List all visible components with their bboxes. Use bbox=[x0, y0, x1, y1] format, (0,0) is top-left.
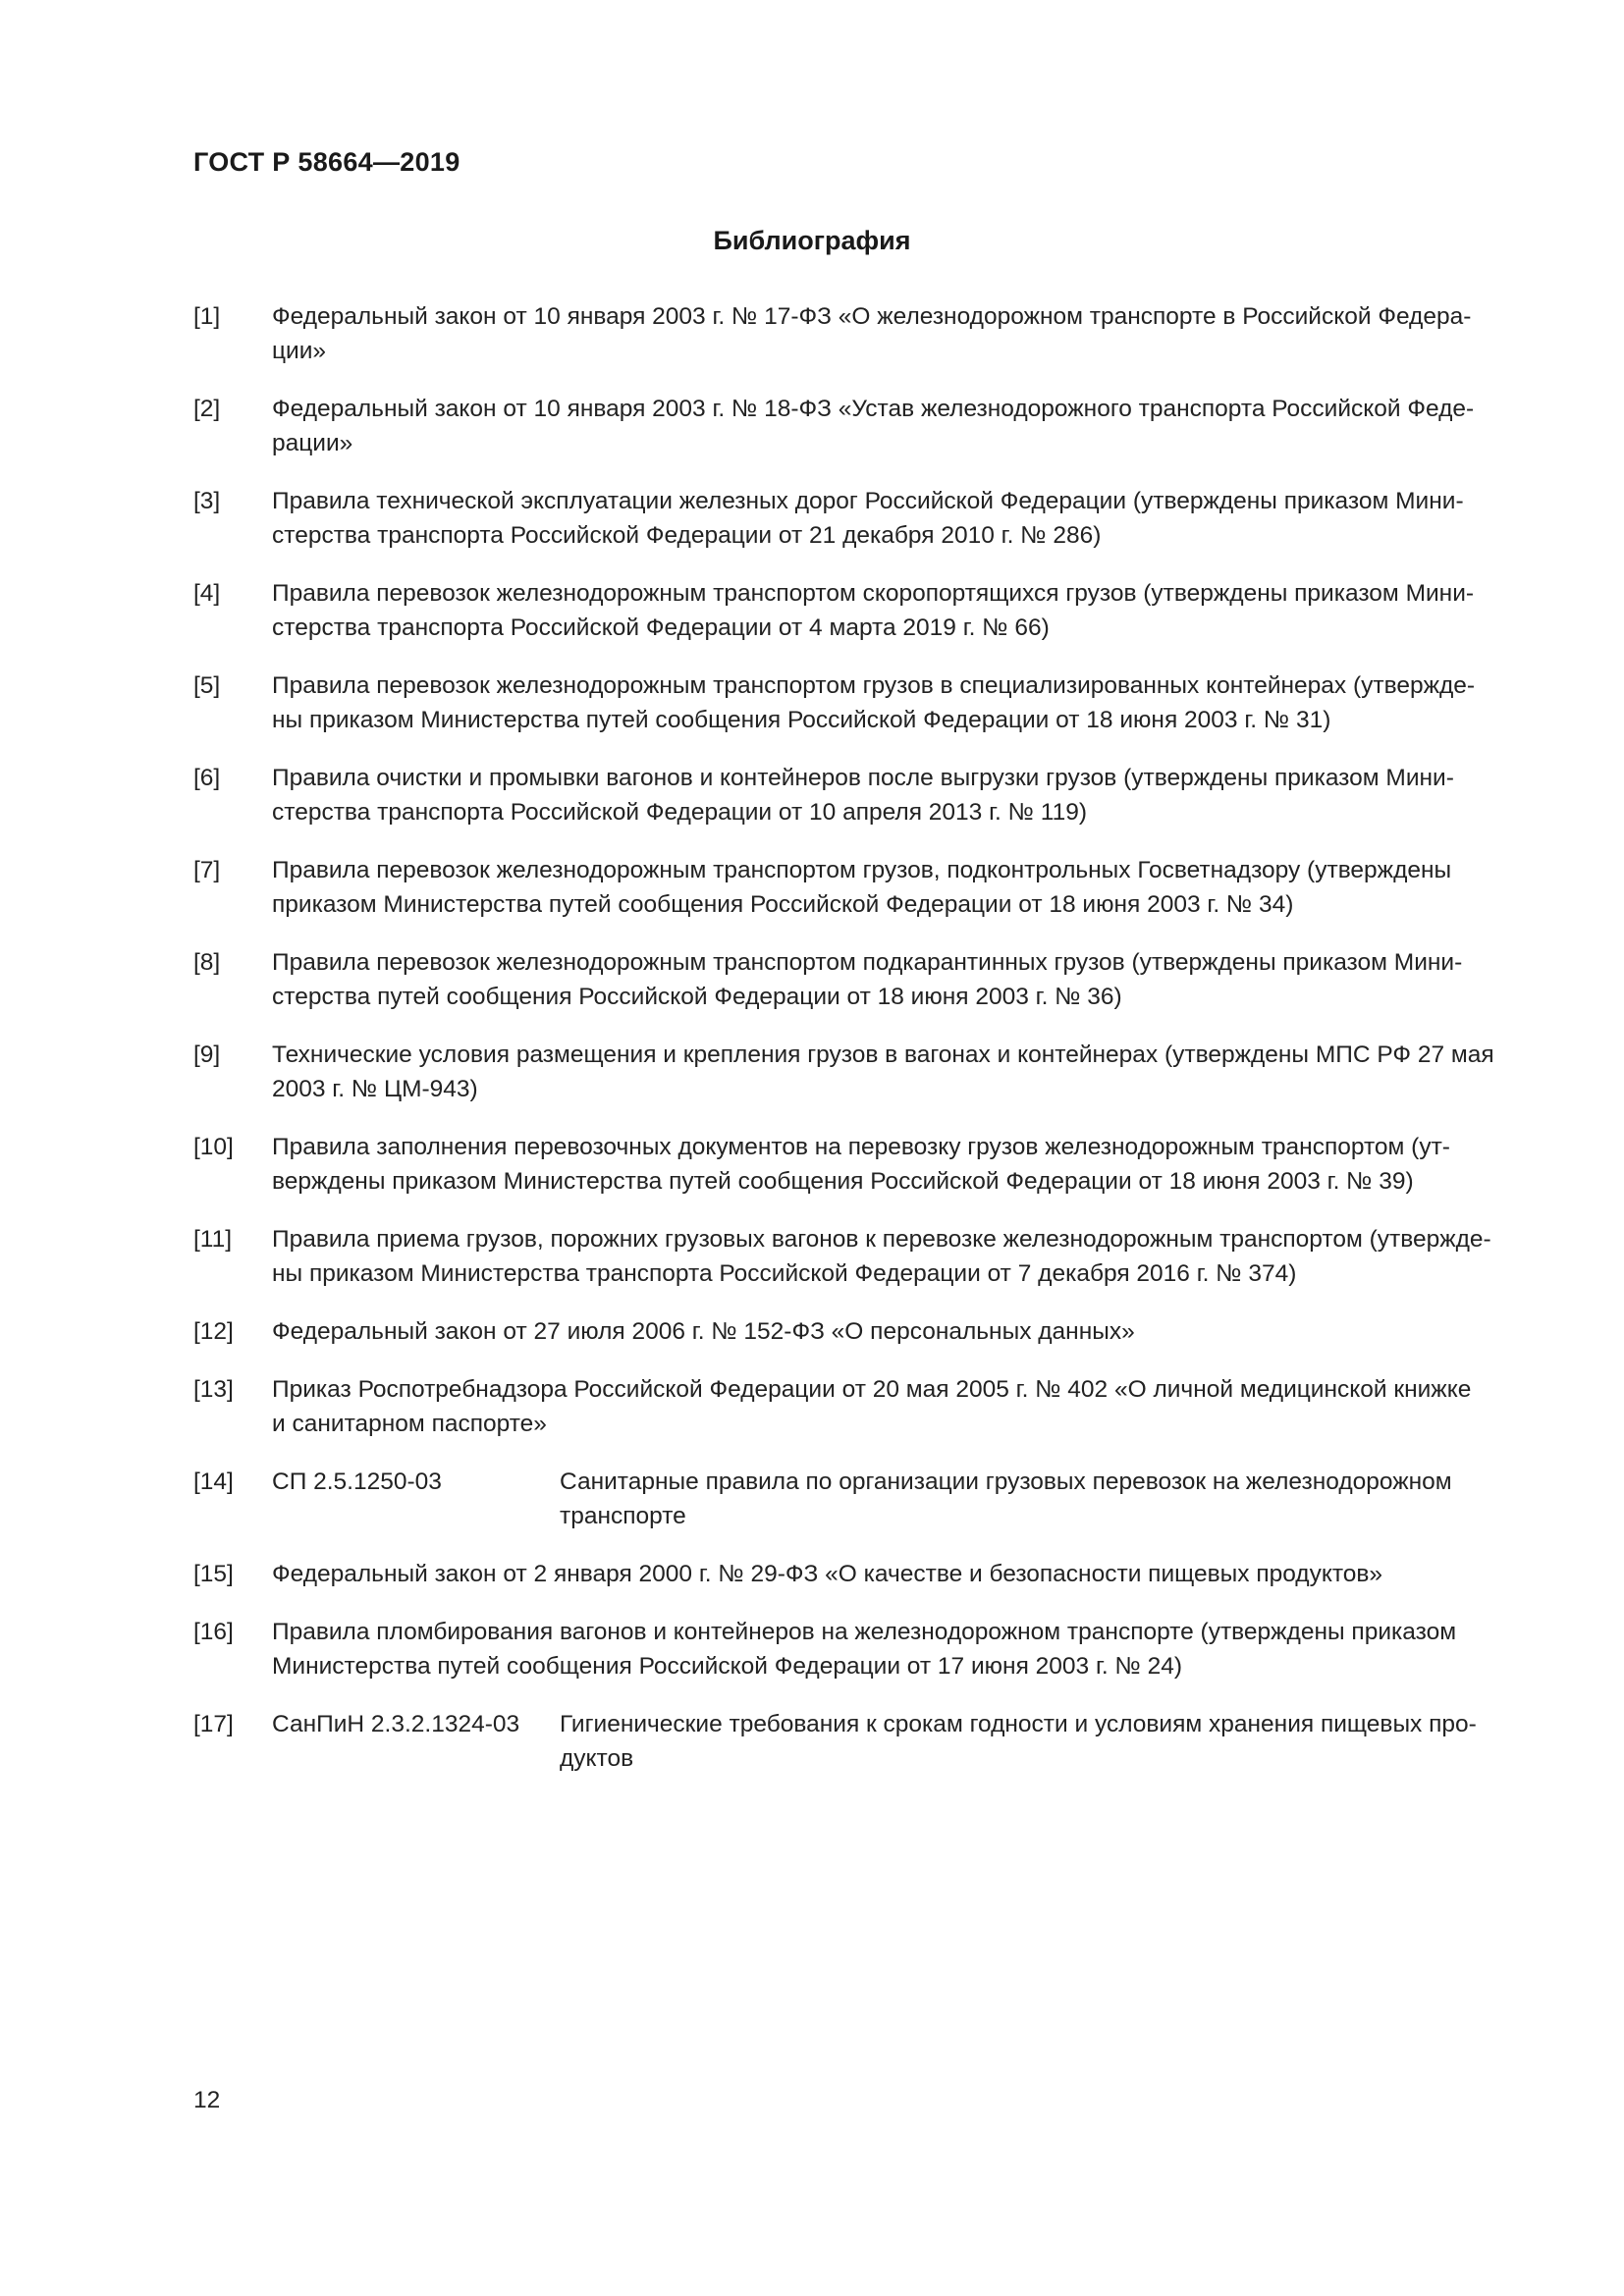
entry-text-line: дуктов bbox=[560, 1745, 634, 1772]
entry-text-line: Федеральный закон от 10 января 2003 г. № 17-ФЗ «О железнодорожном транспорте в Российской Федера- bbox=[272, 303, 1472, 330]
entry-number: [7] bbox=[193, 857, 221, 883]
entry-number: [5] bbox=[193, 672, 221, 699]
bibliography-list bbox=[193, 299, 1519, 1799]
entry-text-line: Федеральный закон от 10 января 2003 г. № 18-ФЗ «Устав железнодорожного транспорта Российской Феде- bbox=[272, 396, 1475, 422]
bibliography-entry bbox=[193, 1615, 1519, 1683]
entry-text-line: стерства путей сообщения Российской Федерации от 18 июня 2003 г. № 36) bbox=[272, 984, 1122, 1010]
bibliography-entry bbox=[193, 1465, 1519, 1533]
bibliography-entry bbox=[193, 484, 1519, 553]
entry-text bbox=[272, 668, 1519, 737]
entry-text-line: Правила перевозок железнодорожным транспортом грузов в специализированных контейнерах (утвержде- bbox=[272, 672, 1476, 699]
entry-number: [12] bbox=[193, 1318, 234, 1345]
document-id: ГОСТ Р 58664—2019 bbox=[193, 147, 460, 177]
bibliography-entry bbox=[193, 1130, 1519, 1199]
entry-number: [13] bbox=[193, 1376, 234, 1403]
entry-number: [1] bbox=[193, 303, 221, 330]
entry-text-line: Правила заполнения перевозочных документов на перевозку грузов железнодорожным транспортом (ут- bbox=[272, 1134, 1450, 1160]
entry-number: [4] bbox=[193, 580, 221, 607]
entry-text bbox=[560, 1707, 1519, 1776]
entry-number: [2] bbox=[193, 396, 221, 422]
bibliography-entry bbox=[193, 761, 1519, 829]
bibliography-entry bbox=[193, 1707, 1519, 1776]
bibliography-entry bbox=[193, 668, 1519, 737]
bibliography-entry bbox=[193, 1314, 1519, 1349]
entry-text-line: Гигиенические требования к срокам годности и условиям хранения пищевых про- bbox=[560, 1711, 1477, 1737]
entry-number: [11] bbox=[193, 1226, 233, 1253]
entry-text bbox=[272, 1557, 1519, 1591]
entry-text-line: приказом Министерства путей сообщения Российской Федерации от 18 июня 2003 г. № 34) bbox=[272, 891, 1294, 918]
entry-text-line: Правила технической эксплуатации железных дорог Российской Федерации (утверждены приказом Мини- bbox=[272, 488, 1464, 514]
entry-text-line: ны приказом Министерства путей сообщения Российской Федерации от 18 июня 2003 г. № 31) bbox=[272, 707, 1331, 733]
entry-number: [10] bbox=[193, 1134, 234, 1160]
entry-text-line: Правила очистки и промывки вагонов и контейнеров после выгрузки грузов (утверждены приказом Мини- bbox=[272, 765, 1454, 791]
bibliography-entry bbox=[193, 853, 1519, 922]
entry-text bbox=[272, 945, 1519, 1014]
bibliography-entry bbox=[193, 576, 1519, 645]
entry-text-line: 2003 г. № ЦМ-943) bbox=[272, 1076, 478, 1102]
entry-text-line: Правила приема грузов, порожних грузовых вагонов к перевозке железнодорожным транспортом (утвержде- bbox=[272, 1226, 1491, 1253]
entry-text-line: и санитарном паспорте» bbox=[272, 1411, 547, 1437]
entry-number: [17] bbox=[193, 1711, 234, 1737]
bibliography-entry bbox=[193, 945, 1519, 1014]
entry-text-line: Санитарные правила по организации грузовых перевозок на железнодорожном bbox=[560, 1468, 1452, 1495]
entry-text-line: ны приказом Министерства транспорта Российской Федерации от 7 декабря 2016 г. № 374) bbox=[272, 1260, 1297, 1287]
entry-text-line: верждены приказом Министерства путей сообщения Российской Федерации от 18 июня 2003 г. № 39) bbox=[272, 1168, 1414, 1195]
entry-text-line: Технические условия размещения и крепления грузов в вагонах и контейнерах (утверждены МПС РФ 27 мая bbox=[272, 1041, 1494, 1068]
entry-text bbox=[272, 853, 1519, 922]
entry-text-line: Федеральный закон от 27 июля 2006 г. № 152-ФЗ «О персональных данных» bbox=[272, 1318, 1135, 1345]
bibliography-entry bbox=[193, 392, 1519, 460]
entry-text-line: Правила пломбирования вагонов и контейнеров на железнодорожном транспорте (утверждены приказом bbox=[272, 1619, 1457, 1645]
entry-text-line: Приказ Роспотребнадзора Российской Федерации от 20 мая 2005 г. № 402 «О личной медицинской книжке bbox=[272, 1376, 1472, 1403]
bibliography-entry bbox=[193, 299, 1519, 368]
entry-text-line: стерства транспорта Российской Федерации от 10 апреля 2013 г. № 119) bbox=[272, 799, 1087, 826]
entry-text-line: рации» bbox=[272, 430, 353, 456]
bibliography-entry bbox=[193, 1222, 1519, 1291]
entry-text-line: Правила перевозок железнодорожным транспортом подкарантинных грузов (утверждены приказом Мини- bbox=[272, 949, 1463, 976]
entry-text-line: транспорте bbox=[560, 1503, 686, 1529]
entry-text bbox=[272, 1038, 1519, 1106]
page-number: 12 bbox=[193, 2087, 221, 2113]
entry-text bbox=[272, 1222, 1519, 1291]
entry-text-line: Федеральный закон от 2 января 2000 г. № 29-ФЗ «О качестве и безопасности пищевых продуктов» bbox=[272, 1561, 1383, 1587]
entry-text bbox=[272, 299, 1519, 368]
entry-text bbox=[272, 1615, 1519, 1683]
entry-code: СанПиН 2.3.2.1324-03 bbox=[272, 1711, 520, 1737]
section-title: Библиография bbox=[713, 226, 911, 255]
entry-text bbox=[560, 1465, 1519, 1533]
entry-number: [9] bbox=[193, 1041, 221, 1068]
bibliography-entry bbox=[193, 1557, 1519, 1591]
entry-number: [16] bbox=[193, 1619, 234, 1645]
entry-number: [14] bbox=[193, 1468, 234, 1495]
entry-text bbox=[272, 761, 1519, 829]
entry-number: [3] bbox=[193, 488, 221, 514]
entry-text-line: Правила перевозок железнодорожным транспортом грузов, подконтрольных Госветнадзору (утверждены bbox=[272, 857, 1452, 883]
bibliography-entry bbox=[193, 1038, 1519, 1106]
bibliography-entry bbox=[193, 1372, 1519, 1441]
entry-text bbox=[272, 1372, 1519, 1441]
entry-text bbox=[272, 1130, 1519, 1199]
entry-number: [15] bbox=[193, 1561, 234, 1587]
entry-text-line: стерства транспорта Российской Федерации от 4 марта 2019 г. № 66) bbox=[272, 614, 1050, 641]
entry-text-line: стерства транспорта Российской Федерации от 21 декабря 2010 г. № 286) bbox=[272, 522, 1102, 549]
entry-code: СП 2.5.1250-03 bbox=[272, 1468, 442, 1495]
entry-text bbox=[272, 576, 1519, 645]
entry-text bbox=[272, 392, 1519, 460]
entry-text-line: Министерства путей сообщения Российской Федерации от 17 июня 2003 г. № 24) bbox=[272, 1653, 1183, 1680]
entry-text-line: Правила перевозок железнодорожным транспортом скоропортящихся грузов (утверждены приказом Мини- bbox=[272, 580, 1475, 607]
entry-text bbox=[272, 484, 1519, 553]
entry-number: [8] bbox=[193, 949, 221, 976]
entry-text-line: ции» bbox=[272, 338, 327, 364]
entry-number: [6] bbox=[193, 765, 221, 791]
entry-text bbox=[272, 1314, 1519, 1349]
